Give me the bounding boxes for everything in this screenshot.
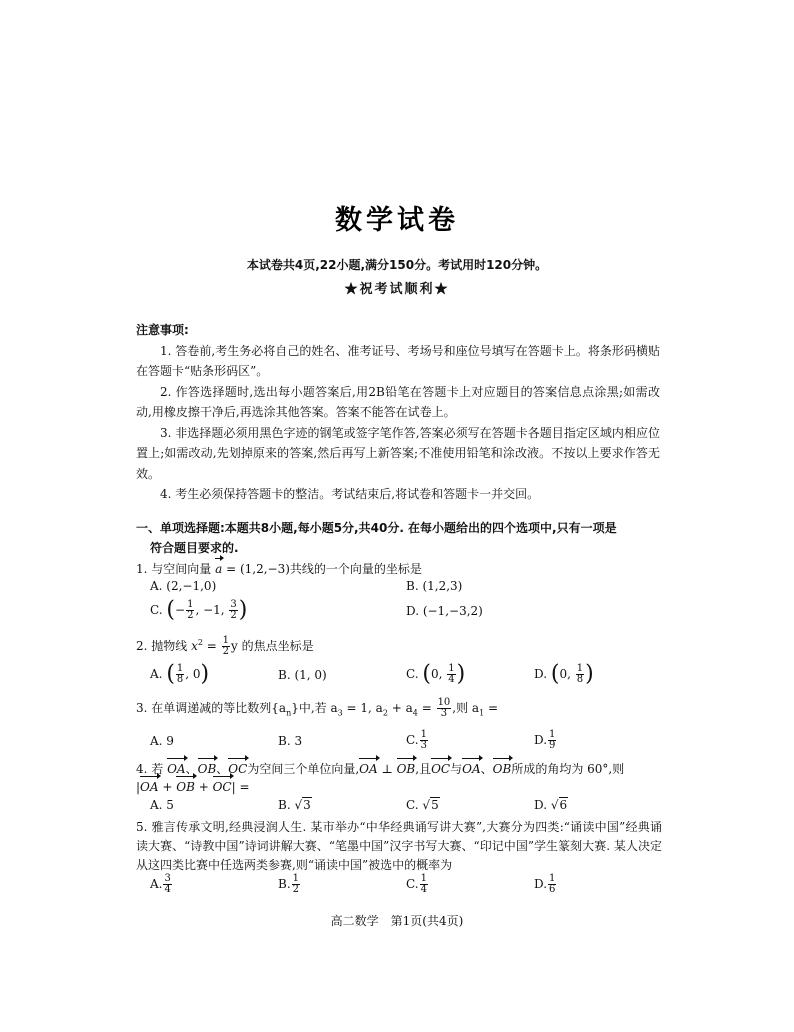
question-2: 2. 抛物线 $x^2$ = $\frac{1}{2}$ y 的焦点坐标是	[136, 635, 314, 657]
question-4	[136, 760, 662, 796]
question-4-line2: |OA + OB + OC| =	[136, 780, 250, 794]
option-d[interactable]: D. (−1,−3,2)	[406, 604, 483, 618]
question-1-options-row2	[150, 598, 670, 626]
question-1: 1. 与空间向量 a = (1,2,−3)共线的一个向量的坐标是	[136, 562, 422, 576]
option-c[interactable]: C. (0, $\frac{1}{4}$ )	[406, 661, 466, 687]
option-d[interactable]: D. (0, $\frac{1}{8}$ )	[534, 661, 594, 687]
option-c[interactable]: C. √5	[406, 798, 439, 812]
option-a[interactable]: A. ( $\frac{1}{8}$ , 0)	[150, 661, 210, 687]
option-b[interactable]: B. (1,2,3)	[406, 579, 463, 593]
exam-title: 数学试卷	[335, 205, 459, 236]
option-c[interactable]: C. $\frac{1}{4}$	[406, 873, 427, 895]
good-luck-line: ★祝考试顺利★	[344, 282, 450, 297]
option-d[interactable]: D. √6	[534, 798, 568, 812]
notice-heading: 注意事项:	[136, 323, 189, 337]
notice-item: 4. 考生必须保持答题卡的整洁。考试结束后,将试卷和答题卡一并交回。	[160, 487, 540, 501]
option-b[interactable]: B. √3	[278, 798, 311, 812]
option-d[interactable]: D. $\frac{1}{6}$	[534, 873, 556, 895]
option-a[interactable]: A. 5	[150, 798, 174, 812]
notice-item: 2. 作答选择题时,选出每小题答案后,用2B铅笔在答题卡上对应题目的答案信息点涂黑;如需改动,用橡皮擦干净后,再选涂其他答案。答案不能答在试卷上。	[136, 384, 660, 419]
option-b[interactable]: B. (1, 0)	[278, 668, 327, 682]
vector-a: a	[215, 562, 223, 576]
question-4-options	[150, 798, 670, 820]
question-2-options	[150, 661, 670, 692]
option-b[interactable]: B. 3	[278, 734, 303, 748]
option-d[interactable]: D. $\frac{1}{9}$	[534, 729, 556, 751]
option-c[interactable]: C. $\frac{1}{3}$	[406, 729, 427, 751]
question-4-line1: 4. 若 OA、OB、OC为空间三个单位向量,OA ⊥ OB,且OC与OA、OB所成的角均为 60°,则	[136, 762, 625, 776]
notice-block	[136, 320, 660, 505]
question-5-options	[150, 874, 670, 902]
page-footer: 高二数学 第1页(共4页)	[330, 914, 464, 928]
section-heading-line: 符合题目要求的.	[150, 541, 239, 555]
option-a[interactable]: A. (2,−1,0)	[150, 579, 217, 593]
notice-item: 1. 答卷前,考生务必将自己的姓名、准考证号、考场号和座位号填写在答题卡上。将条形码横贴在答题卡“贴条形码区”。	[136, 343, 660, 378]
option-c[interactable]: C. (− $\frac{1}{2}$ , −1, $\frac{3}{2}$ )	[150, 597, 248, 623]
notice-item: 3. 非选择题必须用黑色字迹的钢笔或签字笔作答,答案必须写在答题卡各题目指定区域内相应位置上;如需改动,先划掉原来的答案,然后再写上新答案;不准使用铅笔和涂改液。不按以上要求作答无效。	[136, 425, 660, 481]
question-5: 5. 雅言传承文明,经典浸润人生. 某市举办“中华经典诵写讲大赛”,大赛分为四类:“诵读中国”经典诵读大赛、“诗教中国”诗词讲解大赛、“笔墨中国”汉字书写大赛、“印记中国”学生篆刻大赛. 某人决定从这四类比赛中任选两类参赛,则“诵读中国”被选中的概率为	[136, 820, 662, 872]
option-a[interactable]: A. 9	[150, 734, 174, 748]
exam-subtitle: 本试卷共4页,22小题,满分150分。考试用时120分钟。	[246, 258, 548, 272]
option-a[interactable]: A. $\frac{3}{4}$	[150, 873, 171, 895]
section-heading-line: 一、单项选择题:本题共8小题,每小题5分,共40分. 在每小题给出的四个选项中,只有一项是	[136, 521, 617, 535]
option-b[interactable]: B. $\frac{1}{2}$	[278, 873, 300, 895]
question-3: 3. 在单调递减的等比数列$\{a_n\}$中,若 $a_3 = 1$, $a_2 + a_4$ = $\frac{10}{3}$ ,则 $a_1$ =	[136, 697, 499, 719]
section-heading	[136, 518, 662, 558]
question-3-options	[150, 730, 670, 756]
